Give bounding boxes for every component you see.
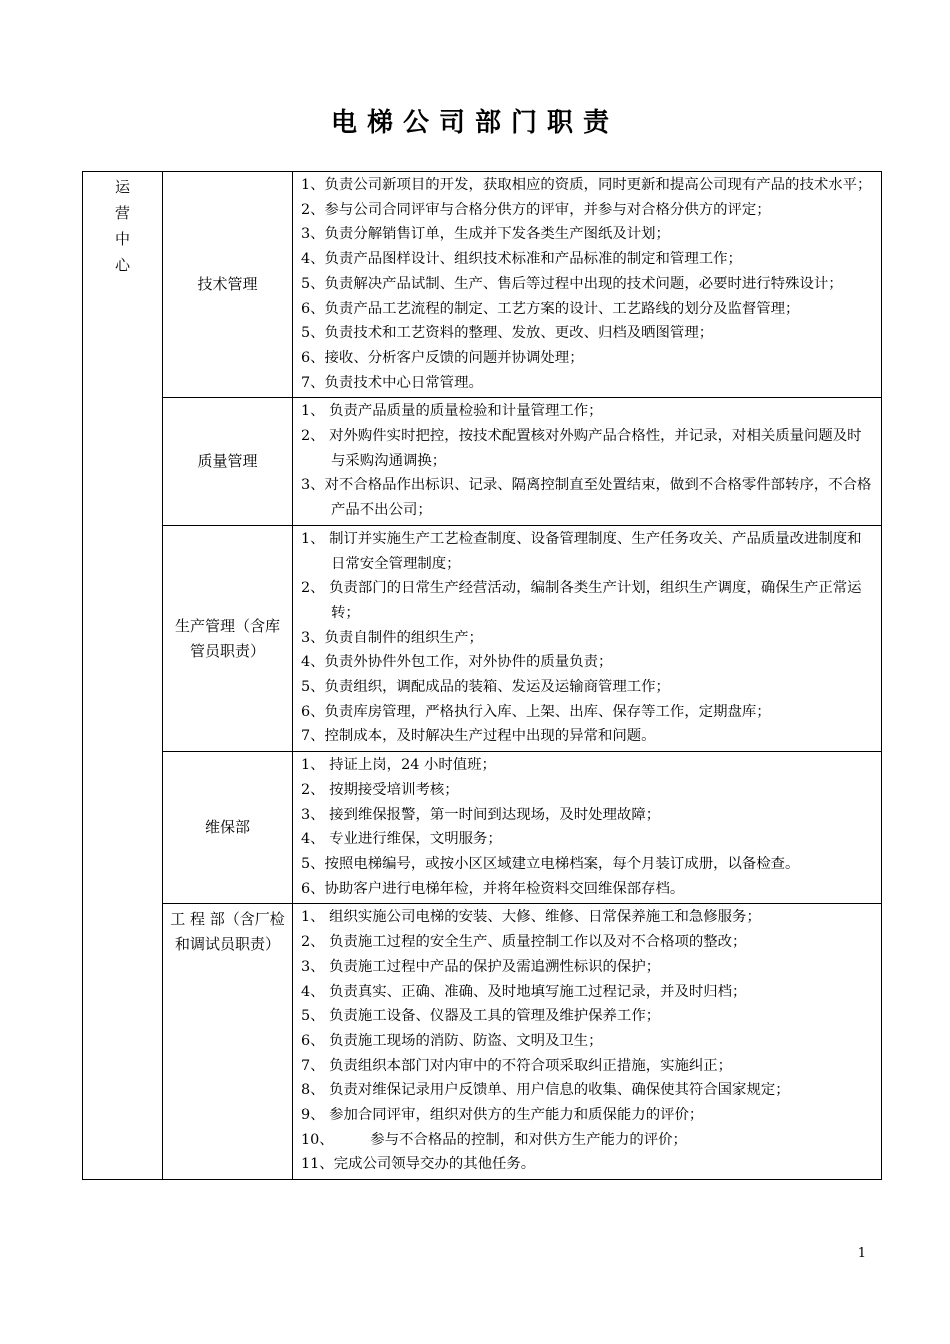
table-row-production [83,525,882,751]
duty-item: 3、负责分解销售订单，生成并下发各类生产图纸及计划； [301,226,670,243]
duty-item: 5、 负责施工设备、仪器及工具的管理及维护保养工作； [301,1008,661,1025]
duty-item: 2、 负责施工过程的安全生产、质量控制工作以及对不合格项的整改； [301,934,747,951]
duty-item: 3、负责自制件的组织生产； [301,629,483,646]
page-number: 1 [857,1246,866,1261]
duty-item: 6、 负责施工现场的消防、防盗、文明及卫生； [301,1032,603,1049]
duty-item: 1、 持证上岗，24 小时值班； [301,757,496,774]
duty-item: 2、参与公司合同评审与合格分供方的评审，并参与对合格分供方的评定； [301,201,771,218]
department-name-maintenance: 维保部 [163,752,293,904]
duty-item: 2、 对外购件实时把控，按技术配置核对外购产品合格性，并记录，对相关质量问题及时与采购沟通调换； [301,428,862,469]
duty-item: 7、 负责组织本部门对内审中的不符合项采取纠正措施，实施纠正； [301,1057,733,1074]
duty-list-tech [293,172,882,398]
duty-item: 1、 制订并实施生产工艺检查制度、设备管理制度、生产任务攻关、产品质量改进制度和日常安全管理制度； [301,530,862,572]
duty-item: 1、负责公司新项目的开发，获取相应的资质，同时更新和提高公司现有产品的技术水平； [301,177,872,193]
duty-item: 7、控制成本，及时解决生产过程中出现的异常和问题。 [301,728,656,745]
center-name: 运营中心 [114,178,130,274]
duty-list-engineering [293,904,882,1180]
department-name-tech: 技术管理 [163,172,293,398]
duty-item: 1、 负责产品质量的质量检验和计量管理工作； [301,403,603,420]
duty-list-production [293,525,882,751]
duty-item: 6、负责库房管理，严格执行入库、上架、出库、保存等工作，定期盘库； [301,703,771,720]
duty-item: 2、 负责部门的日常生产经营活动，编制各类生产计划，组织生产调度，确保生产正常运转； [301,580,862,621]
duty-item: 9、 参加合同评审，组织对供方的生产能力和质保能力的评价； [301,1107,704,1124]
duty-item: 7、负责技术中心日常管理。 [301,374,483,391]
duty-item: 5、按照电梯编号，或按小区区域建立电梯档案，每个月装订成册，以备检查。 [301,855,800,872]
duty-item: 4、负责产品图样设计、组织技术标准和产品标准的制定和管理工作； [301,251,742,268]
duty-list-quality [293,398,882,526]
department-name-production: 生产管理（含库管员职责） [163,525,293,751]
duty-item: 3、对不合格品作出标识、记录、隔离控制直至处置结束，做到不合格零件部转序，不合格产品不出公司； [301,477,872,519]
table-row-tech [83,172,882,398]
duty-item: 2、 按期接受培训考核； [301,781,459,798]
duty-item: 1、 组织实施公司电梯的安装、大修、维修、日常保养施工和急修服务； [301,909,761,926]
department-duty-table [82,171,882,1180]
duty-list-maintenance [293,752,882,904]
duty-item: 11、完成公司领导交办的其他任务。 [301,1156,536,1173]
department-name-quality: 质量管理 [163,398,293,526]
duty-item: 4、 负责真实、正确、准确、及时地填写施工过程记录，并及时归档； [301,983,747,1000]
duty-item: 5、负责技术和工艺资料的整理、发放、更改、归档及晒图管理； [301,325,714,342]
table-row-maintenance [83,752,882,904]
duty-item: 3、 负责施工过程中产品的保护及需追溯性标识的保护； [301,958,661,975]
table-row-quality [83,398,882,526]
duty-item: 3、 接到维保报警，第一时间到达现场，及时处理故障； [301,806,661,823]
duty-item: 4、负责外协件外包工作，对外协件的质量负责； [301,654,613,671]
duty-item: 5、负责解决产品试制、生产、售后等过程中出现的技术问题，必要时进行特殊设计； [301,275,843,292]
table-row-engineering [83,904,882,1180]
duty-item: 5、负责组织，调配成品的装箱、发运及运输商管理工作； [301,679,670,696]
duty-item: 6、接收、分析客户反馈的问题并协调处理； [301,349,584,366]
department-name-engineering: 工 程 部（含厂检和调试员职责） [163,904,293,1180]
document-title: 电梯公司部门职责 [330,108,619,138]
center-cell [83,172,163,1180]
duty-item: 6、负责产品工艺流程的制定、工艺方案的设计、工艺路线的划分及监督管理； [301,300,800,317]
duty-item: 10、 参与不合格品的控制，和对供方生产能力的评价； [301,1131,687,1148]
duty-item: 6、协助客户进行电梯年检，并将年检资料交回维保部存档。 [301,880,685,897]
duty-item: 8、 负责对维保记录用户反馈单、用户信息的收集、确保使其符合国家规定； [301,1082,790,1099]
duty-item: 4、 专业进行维保，文明服务； [301,831,502,848]
